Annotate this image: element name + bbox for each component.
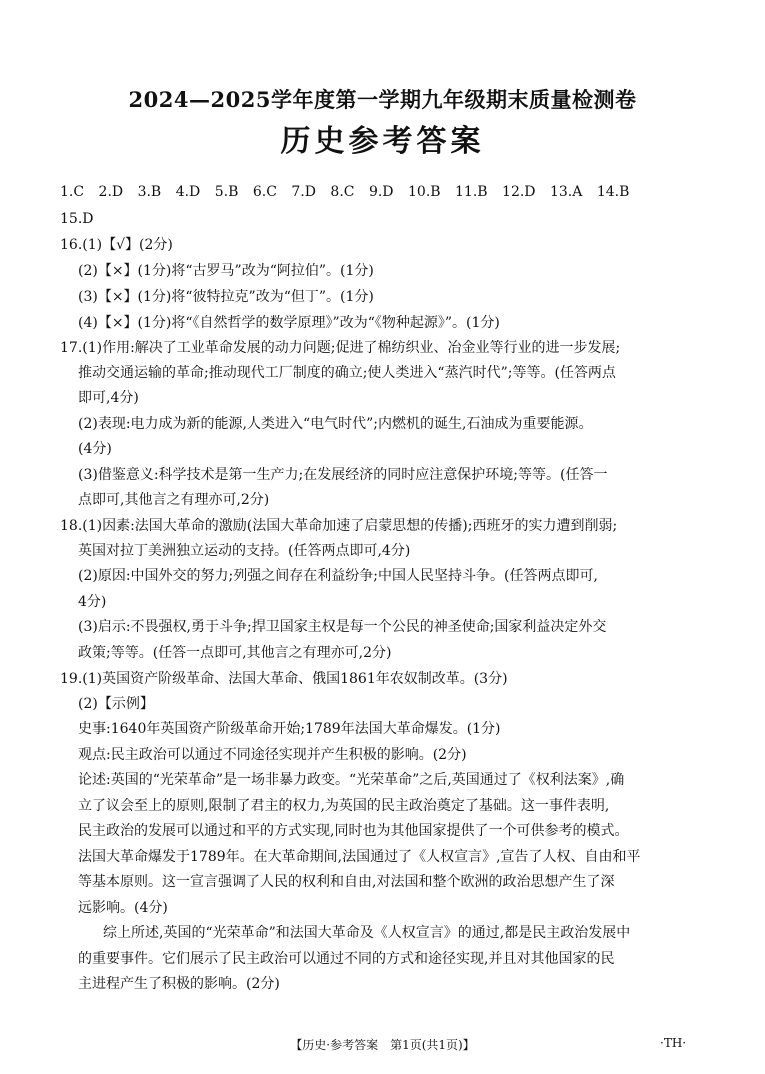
mc-answer: 14.B [596,184,630,200]
mc-answer: 10.B [408,184,441,200]
answer-line: 等基本原则。这一宣言强调了人民的权利和自由,对法国和整个欧洲的政治思想产生了深 [78,874,615,890]
mc-answer: 9.D [368,184,394,200]
answer-line: (2)【示例】 [78,696,154,712]
answer-line: (3)启示:不畏强权,勇于斗争;捍卫国家主权是每一个公民的神圣使命;国家利益决定外交 [78,619,607,635]
answer-line: 主进程产生了积极的影响。(2分) [78,976,280,992]
answer-line: (2)原因:中国外交的努力;列强之间存在利益纷争;中国人民坚持斗争。(任答两点即可, [78,568,598,584]
mc-answer: 7.D [291,184,316,200]
answer-line: 16.(1)【√】(2分) [60,237,173,253]
answer-line: (4分) [78,441,112,457]
mc-answer: 4.D [175,184,201,200]
mc-answer: 3.B [137,184,162,200]
answer-line: 的重要事件。它们展示了民主政治可以通过不同的方式和途径实现,并且对其他国家的民 [78,951,615,967]
answer-line: 远影响。(4分) [78,900,168,916]
mc-answer: 1.C [60,184,85,200]
mc-answer: 5.B [214,184,239,200]
answer-line: (2)【×】(1分)将“古罗马”改为“阿拉伯”。(1分) [78,263,374,279]
mc-answer: 11.B [455,184,488,200]
answer-line: 4分) [78,594,107,610]
answer-line: 法国大革命爆发于1789年。在大革命期间,法国通过了《人权宣言》,宣告了人权、自由和平 [78,849,641,865]
answer-line: (3)借鉴意义:科学技术是第一生产力;在发展经济的同时应注意保护环境;等等。(任答一 [78,467,608,483]
answer-line: 点即可,其他言之有理亦可,2分) [78,492,270,508]
answer-line: (4)【×】(1分)将“《自然哲学的数学原理》”改为“《物种起源》”。(1分) [78,315,500,331]
mc-answer: 6.C [252,184,277,200]
answer-line: 政策;等等。(任答一点即可,其他言之有理亦可,2分) [78,645,392,661]
answer-line: 18.(1)因素:法国大革命的激励(法国大革命加速了启蒙思想的传播);西班牙的实力遭到削弱; [60,518,618,534]
page-title: 历史参考答案 [280,124,485,159]
mc-answer: 2.D [98,184,124,200]
answer-line: 综上所述,英国的“光荣革命”和法国大革命及《人权宣言》的通过,都是民主政治发展中 [103,925,631,941]
answer-line: 即可,4分) [78,390,139,406]
answer-line: 论述:英国的“光荣革命”是一场非暴力政变。“光荣革命”之后,英国通过了《权利法案》,确 [78,772,625,788]
answer-line: 推动交通运输的革命;推动现代工厂制度的确立;使人类进入“蒸汽时代”;等等。(任答两点 [78,365,616,381]
answer-line: 观点:民主政治可以通过不同途径实现并产生积极的影响。(2分) [78,747,467,763]
mc-answer: 12.D [502,184,536,200]
mc-answer: 13.A [549,184,583,200]
answer-line: 史事:1640年英国资产阶级革命开始;1789年法国大革命爆发。(1分) [78,721,501,737]
multiple-choice-answers [60,184,639,200]
answer-line: 英国对拉丁美洲独立运动的支持。(任答两点即可,4分) [78,543,411,559]
answer-line: 19.(1)英国资产阶级革命、法国大革命、俄国1861年农奴制改革。(3分) [60,671,508,687]
answer-line: 民主政治的发展可以通过和平的方式实现,同时也为其他国家提供了一个可供参考的模式。 [78,823,629,839]
answer-line: (3)【×】(1分)将“彼特拉克”改为“但丁”。(1分) [78,289,374,305]
exam-title: 2024—2025学年度第一学期九年级期末质量检测卷 [128,87,637,112]
footer-code: ·TH· [660,1036,687,1050]
page-footer: 【历史·参考答案 第1页(共1页)】 [290,1038,475,1052]
answer-line: 17.(1)作用:解决了工业革命发展的动力问题;促进了棉纺织业、冶金业等行业的进一步发展; [60,340,621,356]
answer-line: 立了议会至上的原则,限制了君主的权力,为英国的民主政治奠定了基础。这一事件表明, [78,798,610,814]
mc-answer: 8.C [330,184,355,200]
mc-answer-row-2: 15.D [60,211,94,227]
answer-line: (2)表现:电力成为新的能源,人类进入“电气时代”;内燃机的诞生,石油成为重要能源。 [78,416,593,432]
